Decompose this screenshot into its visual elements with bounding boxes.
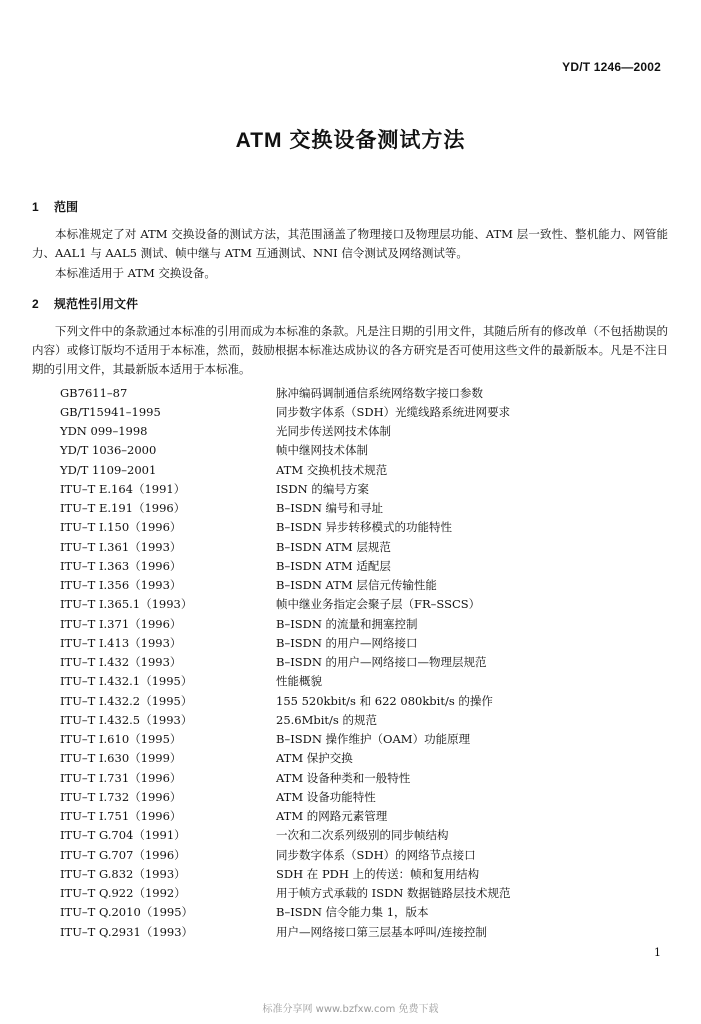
reference-code: ITU–T Q.2010（1995）: [60, 905, 194, 920]
page-number: 1: [654, 946, 661, 959]
reference-row: [60, 922, 670, 941]
reference-row: [60, 402, 670, 421]
reference-row: [60, 787, 670, 806]
section-1-number: 1: [32, 200, 39, 214]
reference-code: GB/T15941–1995: [60, 404, 161, 419]
reference-title: 脉冲编码调制通信系统网络数字接口参数: [276, 385, 483, 400]
reference-code: GB7611–87: [60, 385, 128, 400]
reference-code: ITU–T I.630（1999）: [60, 751, 182, 766]
reference-title: B–ISDN 编号和寻址: [276, 501, 384, 516]
reference-row: [60, 672, 670, 691]
reference-row: [60, 556, 670, 575]
reference-code: YDN 099–1998: [60, 424, 148, 439]
reference-title: SDH 在 PDH 上的传送：帧和复用结构: [276, 866, 480, 881]
reference-title: 25.6Mbit/s 的规范: [276, 712, 377, 727]
reference-code: ITU–T I.365.1（1993）: [60, 597, 193, 612]
reference-code: YD/T 1109–2001: [60, 462, 157, 477]
document-title: ATM 交换设备测试方法: [235, 129, 466, 152]
reference-title: 用户—网络接口第三层基本呼叫/连接控制: [276, 924, 487, 939]
section-1-paragraph-2: 本标准适用于 ATM 交换设备。: [55, 266, 216, 280]
reference-row: [60, 499, 670, 518]
reference-title: B–ISDN 的用户—网络接口—物理层规范: [276, 655, 487, 670]
reference-code: ITU–T I.751（1996）: [60, 809, 182, 824]
reference-title: B–ISDN 操作维护（OAM）功能原理: [276, 732, 471, 747]
reference-title: B–ISDN 异步转移模式的功能特性: [276, 520, 453, 535]
reference-row: [60, 807, 670, 826]
reference-title: 155 520kbit/s 和 622 080kbit/s 的操作: [276, 693, 493, 708]
reference-code: ITU–T I.371（1996）: [60, 616, 182, 631]
reference-code: ITU–T I.731（1996）: [60, 770, 182, 785]
reference-row: [60, 691, 670, 710]
reference-code: ITU–T I.356（1993）: [60, 578, 182, 593]
reference-row: [60, 768, 670, 787]
reference-title: B–ISDN ATM 层规范: [276, 539, 391, 554]
reference-row: [60, 730, 670, 749]
reference-title: 一次和二次系列级别的同步帧结构: [276, 828, 449, 843]
reference-title: B–ISDN 的用户—网络接口: [276, 635, 418, 650]
reference-title: ATM 设备功能特性: [276, 789, 376, 804]
reference-title: 用于帧方式承载的 ISDN 数据链路层技术规范: [276, 886, 511, 901]
document-code: YD/T 1246—2002: [562, 60, 661, 74]
reference-row: [60, 710, 670, 729]
reference-row: [60, 826, 670, 845]
reference-row: [60, 479, 670, 498]
section-1-paragraph-1: 本标准规定了对 ATM 交换设备的测试方法，其范围涵盖了物理接口及物理层功能、ATM 层一致性、整机能力、网管能力、AAL1 与 AAL5 测试、帧中继与 ATM 互通测试、NNI 信令测试及网络测试等。: [32, 227, 668, 260]
reference-row: [60, 845, 670, 864]
reference-row: [60, 422, 670, 441]
reference-title: 同步数字体系（SDH）的网络节点接口: [276, 847, 476, 862]
reference-title: ATM 的网路元素管理: [276, 809, 388, 824]
reference-row: [60, 903, 670, 922]
reference-code: YD/T 1036–2000: [60, 443, 157, 458]
reference-code: ITU–T G.704（1991）: [60, 828, 186, 843]
reference-code: ITU–T I.732（1996）: [60, 789, 182, 804]
section-1-heading: [32, 198, 78, 215]
reference-row: [60, 864, 670, 883]
reference-code: ITU–T E.191（1996）: [60, 501, 186, 516]
reference-title: ATM 交换机技术规范: [276, 462, 388, 477]
reference-code: ITU–T Q.2931（1993）: [60, 924, 194, 939]
reference-row: [60, 749, 670, 768]
reference-code: ITU–T I.413（1993）: [60, 635, 182, 650]
reference-code: ITU–T I.610（1995）: [60, 732, 182, 747]
reference-code: ITU–T I.432.5（1993）: [60, 712, 193, 727]
reference-title: ATM 保护交换: [276, 751, 353, 766]
reference-row: [60, 460, 670, 479]
reference-row: [60, 518, 670, 537]
reference-title: B–ISDN 信令能力集 1，版本: [276, 905, 429, 920]
reference-title: 帧中继网技术体制: [276, 443, 368, 458]
reference-title: 光同步传送网技术体制: [276, 424, 391, 439]
reference-title: 帧中继业务指定会聚子层（FR–SSCS）: [276, 597, 481, 612]
reference-code: ITU–T I.363（1996）: [60, 558, 182, 573]
reference-title: B–ISDN 的流量和拥塞控制: [276, 616, 418, 631]
reference-code: ITU–T I.432.2（1995）: [60, 693, 193, 708]
reference-row: [60, 595, 670, 614]
reference-row: [60, 884, 670, 903]
reference-code: ITU–T I.361（1993）: [60, 539, 182, 554]
reference-row: [60, 383, 670, 402]
reference-title: ISDN 的编号方案: [276, 481, 369, 496]
reference-code: ITU–T I.432（1993）: [60, 655, 182, 670]
reference-code: ITU–T I.432.1（1995）: [60, 674, 193, 689]
reference-row: [60, 576, 670, 595]
reference-list: [60, 383, 670, 941]
watermark-text: 标准分享网 www.bzfxw.com 免费下载: [262, 1004, 439, 1015]
reference-code: ITU–T G.707（1996）: [60, 847, 186, 862]
reference-row: [60, 614, 670, 633]
reference-row: [60, 537, 670, 556]
reference-title: 同步数字体系（SDH）光缆线路系统进网要求: [276, 404, 511, 419]
reference-title: B–ISDN ATM 层信元传输性能: [276, 578, 437, 593]
reference-code: ITU–T E.164（1991）: [60, 481, 186, 496]
section-1-title: 范围: [54, 200, 79, 214]
reference-row: [60, 441, 670, 460]
reference-code: ITU–T G.832（1993）: [60, 866, 186, 881]
reference-title: B–ISDN ATM 适配层: [276, 558, 391, 573]
reference-title: 性能概貌: [276, 674, 322, 689]
reference-code: ITU–T I.150（1996）: [60, 520, 182, 535]
section-2-heading: [32, 295, 138, 312]
section-2-paragraph-1: 下列文件中的条款通过本标准的引用而成为本标准的条款。凡是注日期的引用文件，其随后所有的修改单（不包括勘误的内容）或修订版均不适用于本标准，然而，鼓励根据本标准达成协议的各方研究是否可使用这些文件的最新版本。凡是不注日期的引用文件，其最新版本适用于本标准。: [32, 324, 668, 376]
reference-row: [60, 653, 670, 672]
reference-code: ITU–T Q.922（1992）: [60, 886, 186, 901]
reference-title: ATM 设备种类和一般特性: [276, 770, 411, 785]
section-2-number: 2: [32, 297, 39, 311]
section-2-title: 规范性引用文件: [54, 297, 139, 311]
reference-row: [60, 633, 670, 652]
